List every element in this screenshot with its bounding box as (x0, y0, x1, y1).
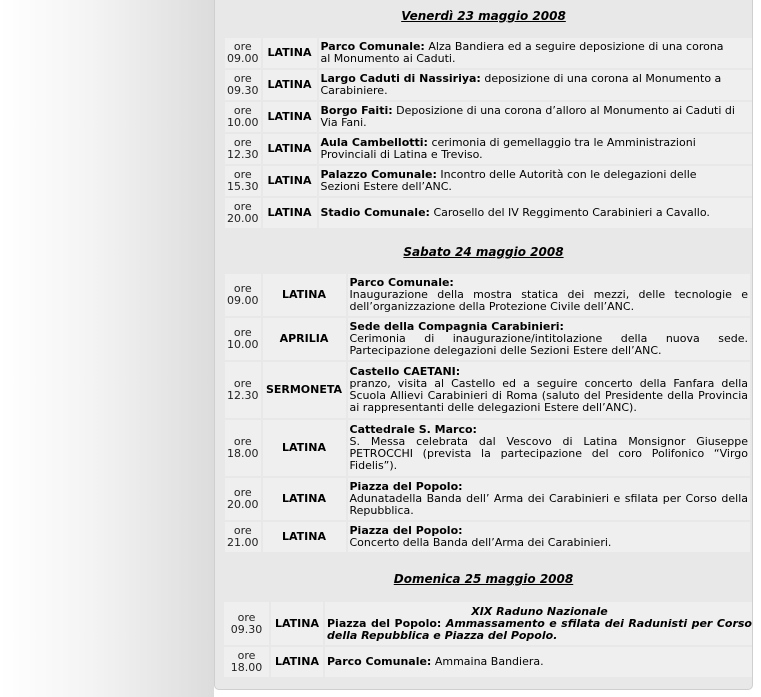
event-time: ore 15.30 (225, 166, 261, 196)
event-place: Piazza del Popolo: (349, 524, 463, 537)
event-city: LATINA (263, 420, 346, 476)
day-heading-sunday: Domenica 25 maggio 2008 (393, 572, 574, 586)
friday-schedule-table (223, 36, 753, 230)
event-place: Stadio Comunale: (320, 206, 430, 219)
event-time: ore 20.00 (225, 198, 261, 228)
table-row (225, 166, 753, 196)
table-row (225, 274, 750, 316)
table-row (225, 134, 753, 164)
event-description: Stadio Comunale: Carosello del IV Reggimento Carabinieri a Cavallo. (319, 198, 754, 228)
event-place: Castello CAETANI: (349, 365, 461, 378)
event-time: ore 18.00 (225, 420, 261, 476)
table-row (225, 102, 753, 132)
event-place: Palazzo Comunale: (320, 168, 437, 181)
table-row (225, 362, 750, 418)
event-place: Sede della Compagnia Carabinieri: (349, 320, 564, 333)
event-description: XIX Raduno Nazionale Piazza del Popolo: Ammassamento e sfilata dei Radunisti per Corso della Repubblica e Piazza del Popolo. (325, 602, 753, 645)
event-time: ore 18.00 (224, 647, 269, 677)
event-city: LATINA (263, 198, 317, 228)
table-row (225, 522, 750, 552)
event-time: ore 09.00 (225, 38, 261, 68)
event-time: ore 09.00 (225, 274, 261, 316)
event-description: Parco Comunale: Alza Bandiera ed a seguire deposizione di una corona al Monumento ai Caduti. (319, 38, 754, 68)
table-row (224, 647, 753, 677)
event-time: ore 09.30 (225, 70, 261, 100)
event-time: ore 20.00 (225, 478, 261, 520)
sunday-schedule-table (222, 600, 753, 679)
event-city: LATINA (263, 102, 317, 132)
table-row (225, 318, 750, 360)
event-description: Borgo Faiti: Deposizione di una corona d’alloro al Monumento ai Caduti di Via Fani. (319, 102, 754, 132)
event-place: Piazza del Popolo: (327, 616, 442, 630)
event-time: ore 12.30 (225, 362, 261, 418)
event-city: LATINA (263, 70, 317, 100)
event-place: Largo Caduti di Nassiriya: (320, 72, 481, 85)
event-description: Palazzo Comunale: Incontro delle Autorità con le delegazioni delle Sezioni Estere dell’ANC. (319, 166, 754, 196)
event-time: ore 10.00 (225, 102, 261, 132)
event-description: Parco Comunale: Ammaina Bandiera. (325, 647, 753, 677)
day-heading-saturday: Sabato 24 maggio 2008 (403, 245, 564, 259)
event-title: XIX Raduno Nazionale (471, 604, 608, 618)
schedule-panel (214, 0, 753, 690)
day-heading-friday: Venerdì 23 maggio 2008 (401, 9, 566, 23)
event-time: ore 09.30 (224, 602, 269, 645)
event-city: LATINA (263, 166, 317, 196)
event-description: Parco Comunale: Inaugurazione della mostra statica dei mezzi, delle tecnologie e dell’organizzazione della Protezione Civile dell’ANC. (348, 274, 751, 316)
event-city: LATINA (263, 274, 346, 316)
event-city: LATINA (263, 478, 346, 520)
event-description: Piazza del Popolo: Concerto della Banda dell’Arma dei Carabinieri. (348, 522, 751, 552)
event-time: ore 10.00 (225, 318, 261, 360)
event-place: Piazza del Popolo: (349, 480, 463, 493)
event-place: Parco Comunale: (327, 655, 432, 668)
event-city: APRILIA (263, 318, 346, 360)
table-row (225, 198, 753, 228)
saturday-schedule-table (223, 272, 752, 554)
event-place: Aula Cambellotti: (320, 136, 428, 149)
event-time: ore 21.00 (225, 522, 261, 552)
event-place: Borgo Faiti: (320, 104, 393, 117)
event-city: LATINA (263, 522, 346, 552)
event-description: Piazza del Popolo: Adunatadella Banda dell’ Arma dei Carabinieri e sfilata per Corso della Repubblica. (348, 478, 751, 520)
table-row (225, 478, 750, 520)
event-place: Parco Comunale: (349, 276, 454, 289)
event-city: SERMONETA (263, 362, 346, 418)
event-description: Sede della Compagnia Carabinieri: Cerimonia di inaugurazione/intitolazione della nuova sede. Partecipazione delegazioni delle Sezioni Estere dell’ANC. (348, 318, 751, 360)
event-description: Castello CAETANI: pranzo, visita al Castello ed a seguire concerto della Fanfara della Scuola Allievi Carabinieri di Roma (saluto del Presidente della Provincia ai rappresentanti delle delegazioni Estere dell’ANC). (348, 362, 751, 418)
event-city: LATINA (271, 647, 323, 677)
event-description: Cattedrale S. Marco: S. Messa celebrata dal Vescovo di Latina Monsignor Giuseppe PETROCCHI (prevista la partecipazione del coro Polifonico “Virgo Fidelis”). (348, 420, 751, 476)
event-description: Largo Caduti di Nassiriya: deposizione di una corona al Monumento a Carabiniere. (319, 70, 754, 100)
event-city: LATINA (263, 134, 317, 164)
table-row (225, 70, 753, 100)
event-description: Aula Cambellotti: cerimonia di gemellaggio tra le Amministrazioni Provinciali di Latina e Treviso. (319, 134, 754, 164)
table-row (225, 38, 753, 68)
left-background-gradient (0, 0, 214, 697)
event-city: LATINA (271, 602, 323, 645)
table-row (224, 602, 753, 645)
event-place: Cattedrale S. Marco: (349, 423, 477, 436)
event-place: Parco Comunale: (320, 40, 425, 53)
event-city: LATINA (263, 38, 317, 68)
event-time: ore 12.30 (225, 134, 261, 164)
table-row (225, 420, 750, 476)
